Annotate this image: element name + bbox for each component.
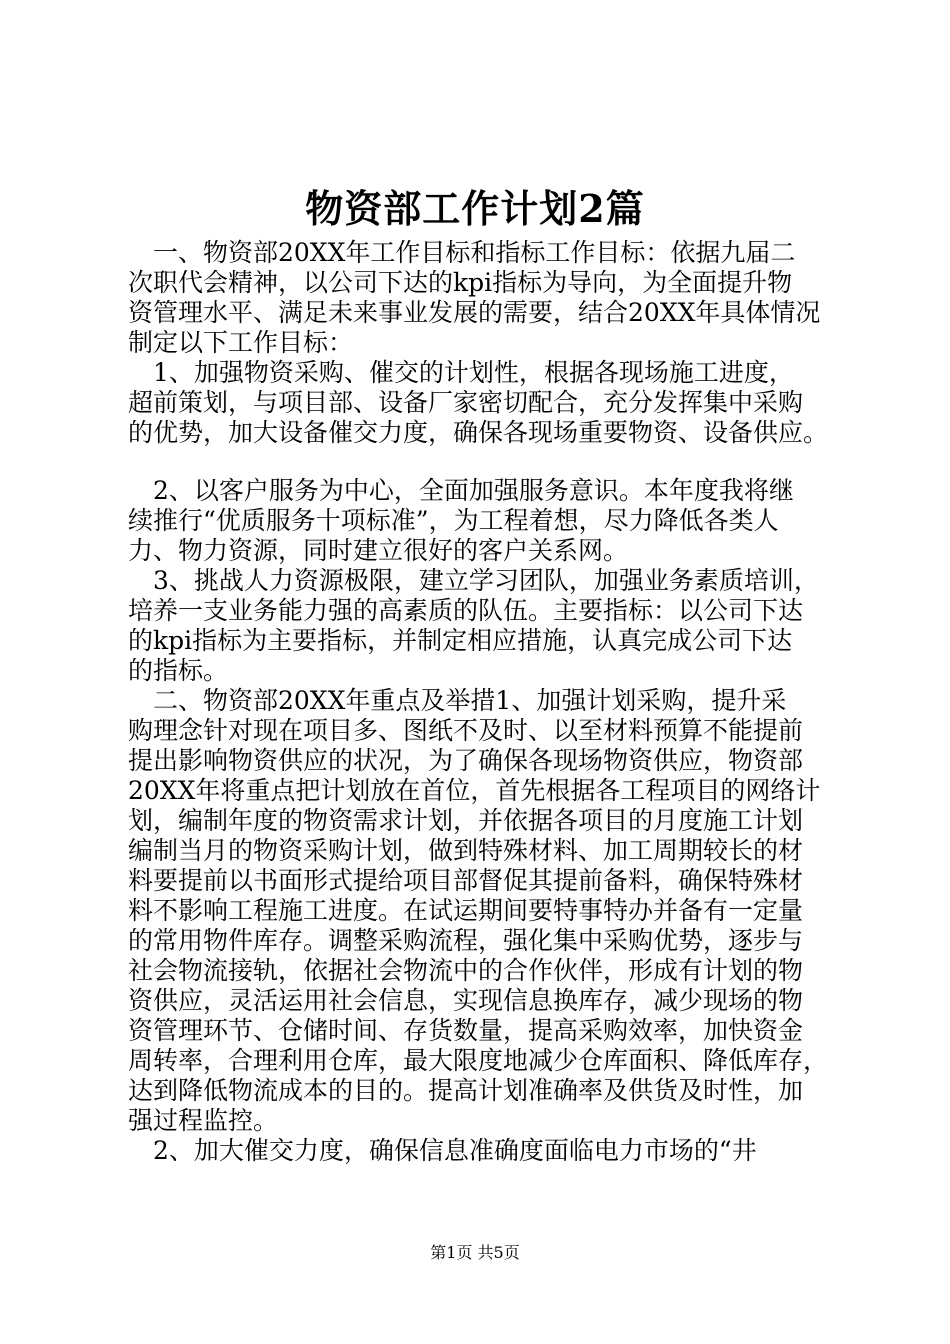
document-body [128,238,840,1166]
body-line: 社会物流接轨，依据社会物流中的合作伙伴，形成有计划的物 [128,956,804,985]
body-line: 1、加强物资采购、催交的计划性，根据各现场施工进度， [128,358,794,387]
body-line: 资供应，灵活运用社会信息，实现信息换库存，减少现场的物 [128,986,804,1015]
body-line: 续推行“优质服务十项标准”，为工程着想，尽力降低各类人 [128,506,779,535]
body-line: 一、物资部20XX年工作目标和指标工作目标：依据九届二 [128,238,796,267]
body-line: 的指标。 [128,656,229,685]
body-line: 料要提前以书面形式提给项目部督促其提前备料，确保特殊材 [128,866,804,895]
body-line: 划，编制年度的物资需求计划，并依据各项目的月度施工计划 [128,806,804,835]
body-line: 强过程监控。 [128,1106,279,1135]
page-number: 第1页 共5页 [430,1243,520,1262]
body-line: 次职代会精神，以公司下达的kpi指标为导向，为全面提升物 [128,268,793,297]
body-line: 资管理水平、满足未来事业发展的需要，结合20XX年具体情况 [128,298,821,327]
body-line: 资管理环节、仓储时间、存货数量，提高采购效率，加快资金 [128,1016,804,1045]
body-line: 周转率，合理利用仓库，最大限度地减少仓库面积、降低库存， [128,1046,829,1075]
body-line: 二、物资部20XX年重点及举措1、加强计划采购，提升采 [128,686,787,715]
paragraph-gap [128,448,840,476]
body-line: 力、物力资源，同时建立很好的客户关系网。 [128,536,629,565]
body-line: 的优势，加大设备催交力度，确保各现场重要物资、设备供应。 [128,418,829,447]
body-line: 提出影响物资供应的状况，为了确保各现场物资供应，物资部 [128,746,804,775]
body-line: 的常用物件库存。调整采购流程，强化集中采购优势，逐步与 [128,926,804,955]
body-line: 2、加大催交力度，确保信息准确度面临电力市场的“井 [128,1136,757,1165]
body-line: 料不影响工程施工进度。在试运期间要特事特办并备有一定量 [128,896,804,925]
body-line: 制定以下工作目标： [128,328,354,357]
body-line: 的kpi指标为主要指标，并制定相应措施，认真完成公司下达 [128,626,793,655]
body-line: 达到降低物流成本的目的。提高计划准确率及供货及时性，加 [128,1076,804,1105]
body-line: 20XX年将重点把计划放在首位，首先根据各工程项目的网络计 [128,776,821,805]
document-title: 物资部工作计划2篇 [305,186,645,231]
body-line: 2、以客户服务为中心，全面加强服务意识。本年度我将继 [128,476,794,505]
body-line: 超前策划，与项目部、设备厂家密切配合，充分发挥集中采购 [128,388,804,417]
body-line: 购理念针对现在项目多、图纸不及时、以至材料预算不能提前 [128,716,804,745]
body-line: 培养一支业务能力强的高素质的队伍。主要指标：以公司下达 [128,596,804,625]
body-line: 3、挑战人力资源极限，建立学习团队，加强业务素质培训， [128,566,819,595]
body-line: 编制当月的物资采购计划，做到特殊材料、加工周期较长的材 [128,836,804,865]
